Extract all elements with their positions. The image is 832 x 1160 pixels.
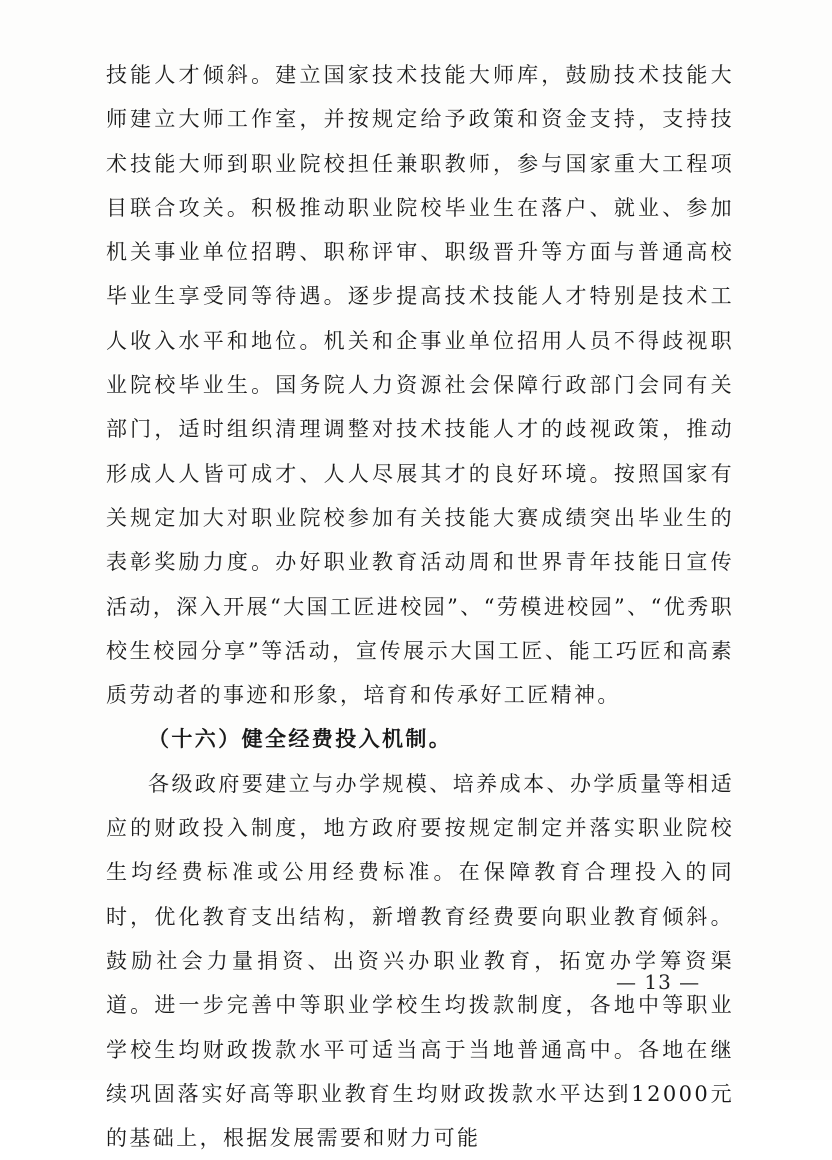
paragraph-funding: 各级政府要建立与办学规模、培养成本、办学质量等相适应的财政投入制度，地方政府要按规定制定并落实职业院校生均经费标准或公用经费标准。在保障教育合理投入的同时，优化教育支出结构，新增教育经费要向职业教育倾斜。鼓励社会力量捐资、出资兴办职业教育，拓宽办学筹资渠道。进一步完善中等职业学校生均拨款制度，各地中等职业学校生均财政拨款水平可适当高于当地普通高中。各地在继续巩固落实好高等职业教育生均财政拨款水平达到12000元的基础上，根据发展需要和财力可能 [106,771,734,1151]
section-heading: （十六）健全经费投入机制。 [148,726,453,752]
paragraph-continuation: 技能人才倾斜。建立国家技术技能大师库，鼓励技术技能大师建立大师工作室，并按规定给予政策和资金支持，支持技术技能大师到职业院校担任兼职教师，参与国家重大工程项目联合攻关。积极推动职业院校毕业生在落户、就业、参加机关事业单位招聘、职称评审、职级晋升等方面与普通高校毕业生享受同等待遇。逐步提高技术技能人才特别是技术工人收入水平和地位。机关和企事业单位招用人员不得歧视职业院校毕业生。国务院人力资源社会保障行政部门会同有关部门，适时组织清理调整对技术技能人才的歧视政策，推动形成人人皆可成才、人人尽展其才的良好环境。按照国家有关规定加大对职业院校参加有关技能大赛成绩突出毕业生的表彰奖励力度。办好职业教育活动周和世界青年技能日宣传活动，深入开展“大国工匠进校园”、“劳模进校园”、“优秀职校生校园分享”等活动，宣传展示大国工匠、能工巧匠和高素质劳动者的事迹和形象，培育和传承好工匠精神。 [106,63,734,708]
page-number: — 13 — [616,970,701,994]
